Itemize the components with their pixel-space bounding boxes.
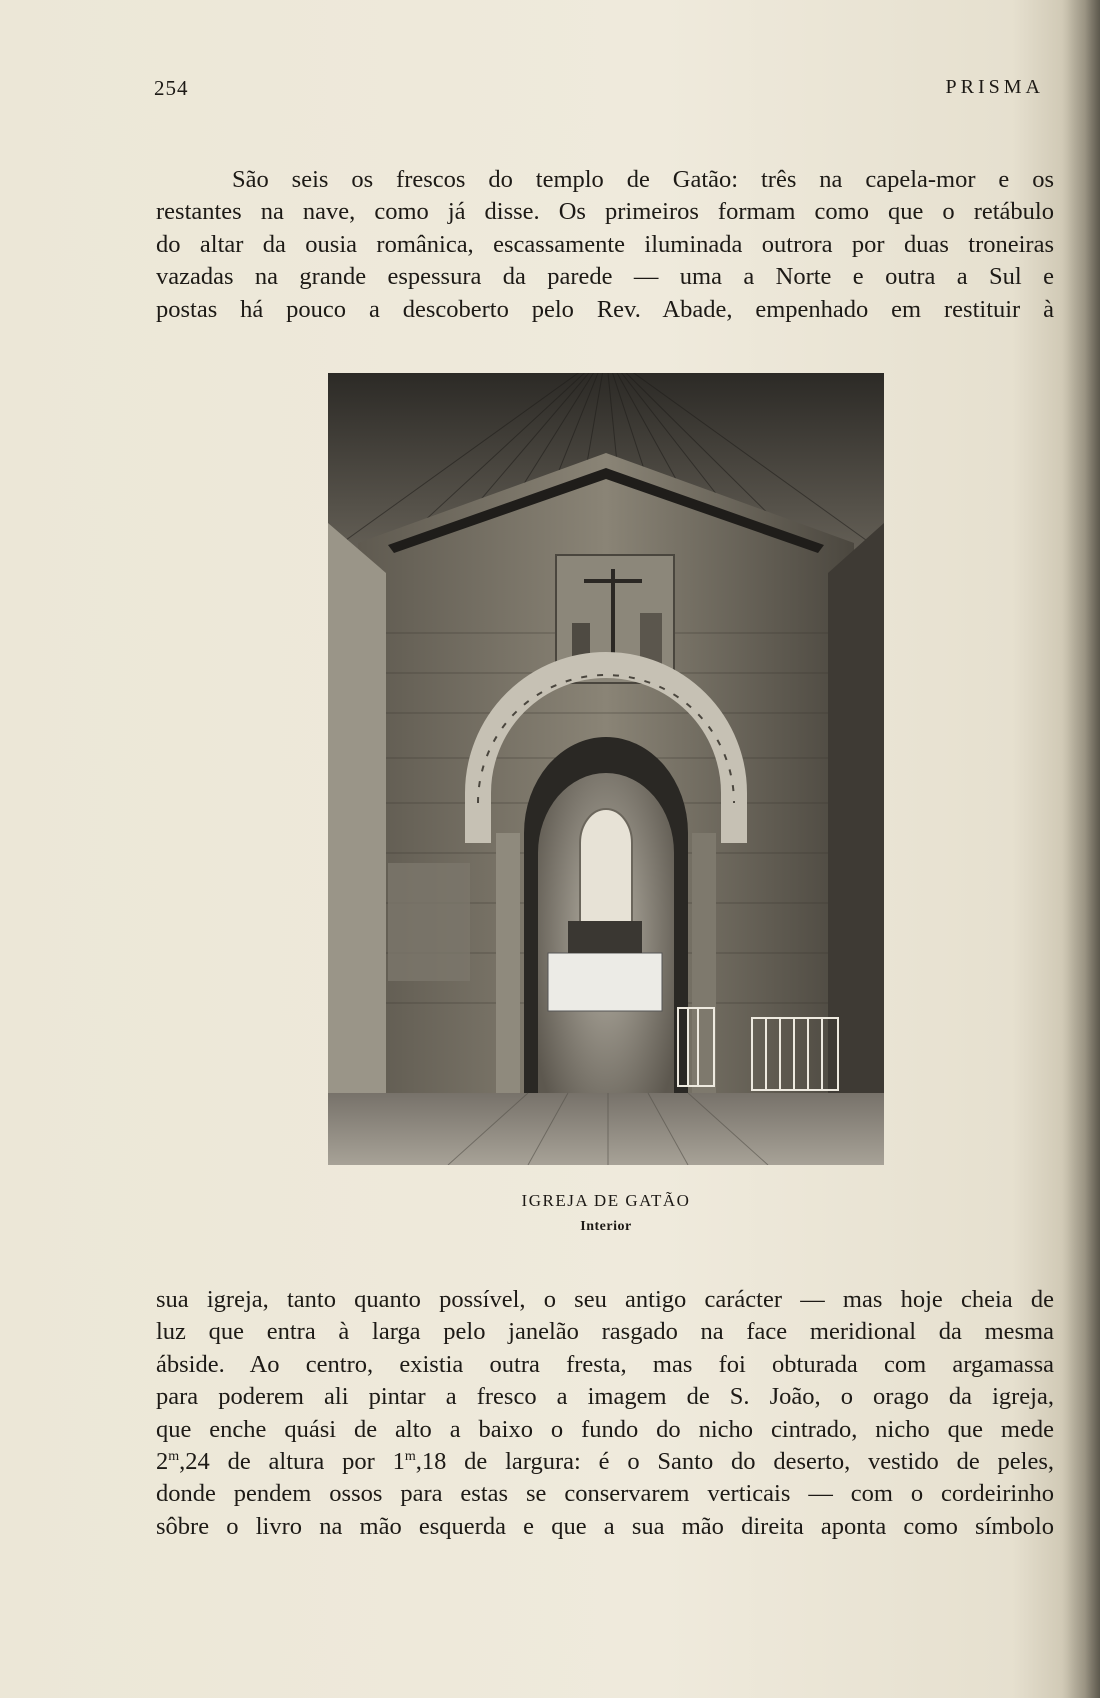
figure-caption-subtitle: Interior <box>580 1219 632 1234</box>
paragraph-bottom <box>156 1284 1054 1543</box>
page-edge-shadow <box>1062 0 1100 1698</box>
text-line: para poderem ali pintar a fresco a imagem de S. João, o orago da igreja, <box>156 1383 1054 1411</box>
text-line: ábside. Ao centro, existia outra fresta, mas foi obturada com argamassa <box>156 1350 1054 1378</box>
running-head: PRISMA <box>945 76 1044 98</box>
text-line: restantes na nave, como já disse. Os primeiros formam como que o retábulo <box>156 198 1054 226</box>
superscript: m <box>404 1449 416 1465</box>
text-line: luz que entra à larga pelo janelão rasgado na face meridional da mesma <box>156 1318 1054 1346</box>
text-line <box>156 1446 1054 1478</box>
text-line: postas há pouco a descoberto pelo Rev. Abade, empenhado em restituir à <box>156 295 1054 323</box>
text-line: que enche quási de alto a baixo o fundo do nicho cintrado, nicho que mede <box>156 1415 1054 1443</box>
text-line: donde pendem ossos para estas se conservarem verticais — com o cordeirinho <box>156 1480 1054 1508</box>
page-number: 254 <box>154 76 189 100</box>
text-line: sôbre o livro na mão esquerda e que a sua mão direita aponta como símbolo <box>156 1512 1054 1540</box>
text-run: ,24 de altura por 1 <box>179 1448 405 1476</box>
text-line: do altar da ousia românica, escassamente iluminada outrora por duas troneiras <box>156 230 1054 258</box>
figure-caption-title: IGREJA DE GATÃO <box>521 1191 691 1210</box>
church-interior-photo <box>328 373 884 1165</box>
text-run: ,18 de largura: é o Santo do deserto, vestido de peles, <box>415 1448 1054 1476</box>
text-line: sua igreja, tanto quanto possível, o seu antigo carácter — mas hoje cheia de <box>156 1286 1054 1313</box>
text-line: São seis os frescos do templo de Gatão: três na capela-mor e os <box>232 166 1054 193</box>
superscript: m <box>168 1449 180 1465</box>
church-interior-illustration <box>328 373 884 1165</box>
text-line: vazadas na grande espessura da parede — uma a Norte e outra a Sul e <box>156 263 1054 291</box>
paragraph-top <box>156 164 1054 326</box>
text-run: 2 <box>156 1448 169 1476</box>
